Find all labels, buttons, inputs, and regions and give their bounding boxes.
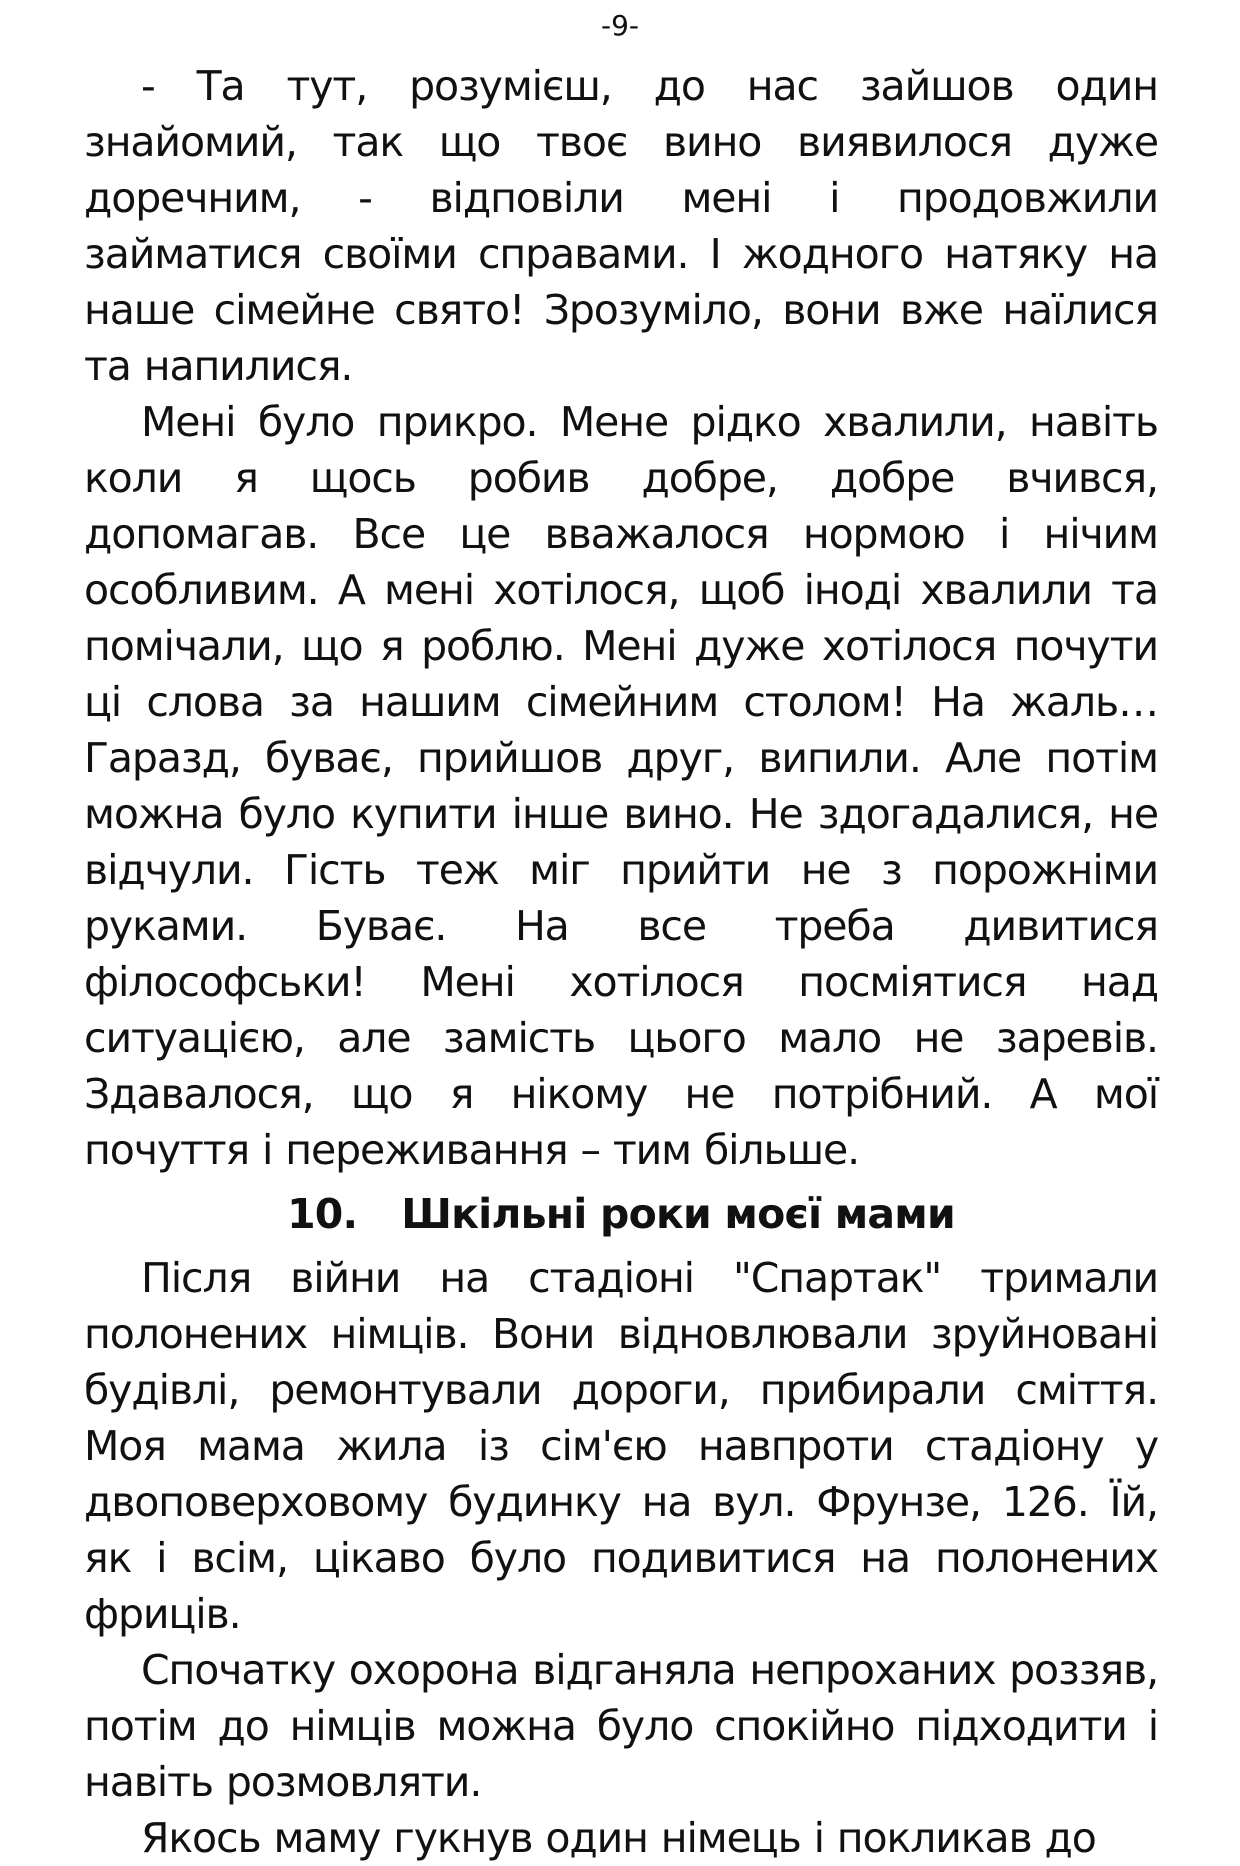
section-heading — [84, 1178, 1158, 1250]
paragraph: Спочатку охорона відганяла непроханих роззяв, потім до німців можна було спокійно підходити і навіть розмовляти. — [84, 1646, 1158, 1806]
paragraph: Мені було прикро. Мене рідко хвалили, навіть коли я щось робив добре, добре вчився, допомагав. Все це вважалося нормою і нічим особливим. А мені хотілося, щоб іноді хвалили та помічали, що я роблю. Мені дуже хотілося почути ці слова за нашим сімейним столом! На жаль… Гаразд, буває, прийшов друг, випили. Але потім можна було купити інше вино. Не здогадалися, не відчули. Гість теж міг прийти не з порожніми руками. Буває. На все треба дивитися філософськи! Мені хотілося посміятися над ситуацією, але замість цього мало не заревів. Здавалося, що я нікому не потрібний. А мої почуття і переживання – тим більше. — [84, 398, 1158, 1174]
paragraph: - Та тут, розумієш, до нас зайшов один знайомий, так що твоє вино виявилося дуже доречним, - відповіли мені і продовжили займатися своїми справами. І жодного натяку на наше сімейне свято! Зрозуміло, вони вже наїлися та напилися. — [84, 62, 1158, 390]
page-number: -9- — [600, 9, 640, 42]
page-body — [84, 58, 1158, 1866]
paragraph: Після війни на стадіоні "Спартак" тримали полонених німців. Вони відновлювали зруйновані будівлі, ремонтували дороги, прибирали сміття. Моя мама жила із сім'єю навпроти стадіону у двоповерховому будинку на вул. Фрунзе, 126. Їй, як і всім, цікаво було подивитися на полонених фриців. — [84, 1254, 1158, 1638]
paragraph: Якось маму гукнув один німець і покликав до — [141, 1814, 1096, 1862]
section-number: 10. — [287, 1190, 358, 1238]
section-title: Шкільні роки моєї мами — [401, 1190, 955, 1238]
